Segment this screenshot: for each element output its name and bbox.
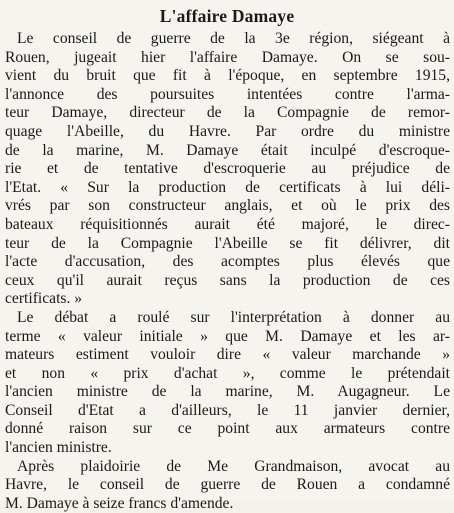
text-line: l'acte d'accusation, des acomptes plus élevés que <box>5 253 450 271</box>
text-line: certificats. » <box>5 290 83 308</box>
text-line: teur de la Compagnie l'Abeille se fit délivrer, dit <box>5 234 450 252</box>
text-line: l'ancien ministre de la marine, M. Augagneur. Le <box>5 383 450 401</box>
text-line: Rouen, jugeait hier l'affaire Damaye. On se sou- <box>5 48 450 66</box>
text-line: terme « valeur initiale » que M. Damaye et les ar- <box>5 327 450 345</box>
text-line: Après plaidoirie de Me Grandmaison, avocat au <box>17 457 450 475</box>
text-line: teur Damaye, directeur de la Compagnie de remor- <box>5 104 450 122</box>
text-line: de la marine, M. Damaye était inculpé d'escroque- <box>5 141 450 159</box>
article-title: L'affaire Damaye <box>159 6 295 26</box>
article-paragraph <box>5 309 450 458</box>
text-line: M. Damaye à seize francs d'amende. <box>5 494 234 512</box>
article-body <box>5 30 450 513</box>
text-line: mateurs estiment vouloir dire « valeur marchande » <box>5 346 450 364</box>
text-line: Conseil d'Etat a d'ailleurs, le 11 janvier dernier, <box>5 401 450 419</box>
article-paragraph <box>5 458 450 513</box>
text-line: bateaux réquisitionnés aurait été majoré, le direc- <box>5 215 450 233</box>
text-line: Le débat a roulé sur l'interprétation à donner au <box>17 308 450 326</box>
text-line: donné raison sur ce point aux armateurs contre <box>5 420 450 438</box>
text-line: l'Etat. « Sur la production de certificats à lui déli- <box>5 178 450 196</box>
text-line: l'annonce des poursuites intentées contre l'arma- <box>5 85 450 103</box>
text-line: Le conseil de guerre de la 3e région, siégeant à <box>17 30 450 47</box>
text-line: et non « prix d'achat », comme le prétendait <box>5 364 450 382</box>
text-line: vrés par son constructeur anglais, et où le prix des <box>5 197 450 215</box>
text-line: l'ancien ministre. <box>5 439 112 457</box>
text-line: Havre, le conseil de guerre de Rouen a condamné <box>5 476 450 494</box>
article-paragraph <box>5 30 450 309</box>
text-line: vient du bruit que fit à l'époque, en septembre 1915, <box>5 67 450 85</box>
text-line: ceux qu'il aurait reçus sans la production de ces <box>5 271 450 289</box>
text-line: quage l'Abeille, du Havre. Par ordre du ministre <box>5 122 450 140</box>
text-line: rie et de tentative d'escroquerie au préjudice de <box>5 160 450 178</box>
